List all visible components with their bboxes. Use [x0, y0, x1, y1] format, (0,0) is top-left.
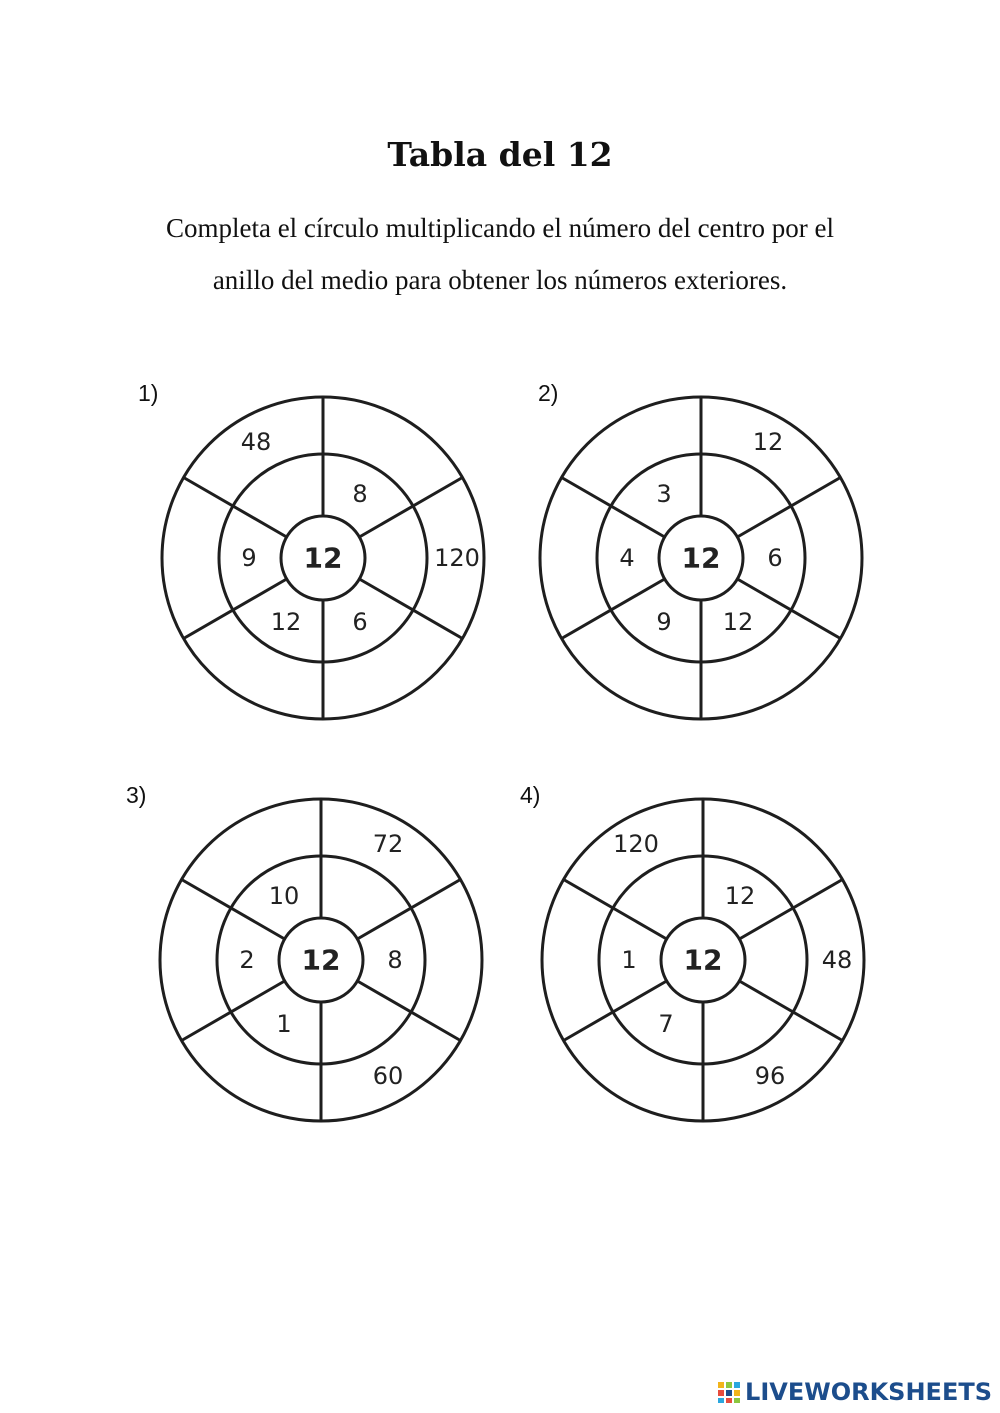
spoke-line [357, 880, 460, 940]
spoke-line [562, 478, 665, 538]
outer-ring-number: 48 [240, 427, 272, 456]
multiplication-wheel-3 [151, 790, 491, 1130]
center-number: 12 [681, 541, 721, 575]
exercise-label-3: 3) [126, 782, 147, 808]
instructions-line-2: anillo del medio para obtener los números exteriores. [212, 265, 788, 295]
middle-ring-number: 4 [619, 544, 635, 572]
spoke-line [562, 579, 665, 639]
page-title: Tabla del 12 [387, 135, 613, 174]
spoke-line [739, 981, 842, 1041]
middle-ring-number: 1 [621, 946, 637, 974]
middle-ring-number: 1 [276, 1010, 292, 1039]
spoke-line [184, 478, 287, 538]
outer-ring-number: 72 [372, 829, 404, 858]
liveworksheets-logo[interactable] [717, 1377, 992, 1407]
middle-ring-number: 3 [656, 479, 672, 508]
spoke-line [564, 981, 667, 1041]
spoke-line [182, 981, 285, 1041]
middle-ring-number: 9 [656, 608, 672, 637]
multiplication-wheel-4 [533, 790, 873, 1130]
instructions [100, 202, 900, 306]
middle-ring-number: 6 [767, 544, 783, 572]
exercise-label-4: 4) [520, 782, 541, 808]
exercise-label-1: 1) [138, 380, 159, 406]
liveworksheets-icon [717, 1380, 741, 1404]
middle-ring-number: 8 [352, 479, 368, 508]
middle-ring-number: 6 [352, 608, 368, 637]
outer-ring-number: 12 [752, 427, 784, 456]
middle-ring-number: 7 [658, 1010, 674, 1039]
multiplication-wheel-1 [153, 388, 493, 728]
spoke-line [357, 981, 460, 1041]
instructions-line-1: Completa el círculo multiplicando el número del centro por el [165, 213, 835, 243]
multiplication-wheel-2 [531, 388, 871, 728]
spoke-line [359, 478, 462, 538]
spoke-line [359, 579, 462, 639]
center-number: 12 [303, 541, 343, 575]
middle-ring-number: 2 [239, 946, 255, 974]
outer-ring-number: 120 [613, 829, 659, 858]
spoke-line [737, 478, 840, 538]
outer-ring-number: 96 [754, 1062, 786, 1091]
middle-ring-number: 12 [722, 608, 754, 637]
spoke-line [564, 880, 667, 940]
middle-ring-number: 12 [724, 881, 756, 910]
liveworksheets-wordmark: LIVEWORKSHEETS [745, 1378, 992, 1406]
center-number: 12 [683, 943, 723, 977]
middle-ring-number: 12 [270, 608, 302, 637]
middle-ring-number: 8 [387, 946, 403, 974]
middle-ring-number: 9 [241, 544, 257, 572]
outer-ring-number: 60 [372, 1062, 404, 1091]
outer-ring-number: 48 [821, 946, 853, 974]
exercise-label-2: 2) [538, 380, 559, 406]
middle-ring-number: 10 [268, 881, 300, 910]
outer-ring-number: 120 [434, 544, 480, 572]
center-number: 12 [301, 943, 341, 977]
